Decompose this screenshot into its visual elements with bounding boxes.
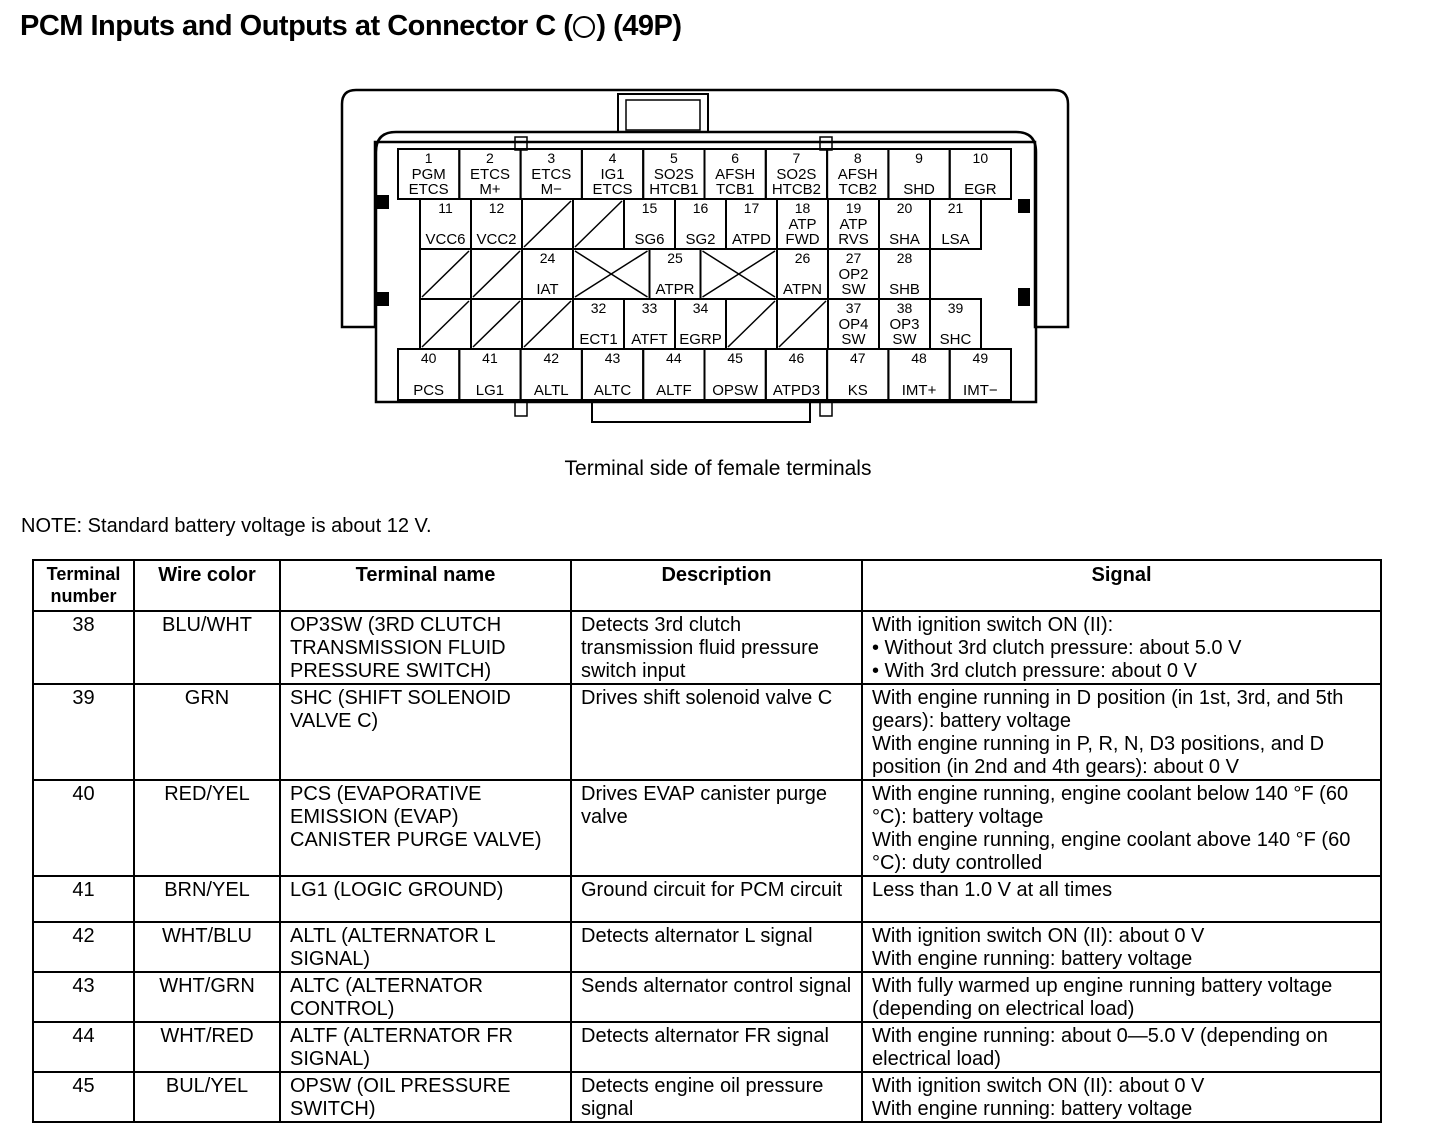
- terminal-label: ETCS: [469, 166, 510, 183]
- terminal-label: ETCS: [408, 181, 449, 198]
- terminal-number: 17: [743, 200, 760, 216]
- locator-pin: [1018, 199, 1030, 213]
- terminal-number: 28: [896, 250, 913, 266]
- terminal-name-cell: ALTF (ALTERNATOR FR SIGNAL): [280, 1022, 571, 1072]
- wire-color-cell: WHT/RED: [134, 1022, 280, 1072]
- terminal-name-cell: PCS (EVAPORATIVE EMISSION (EVAP) CANISTER PURGE VALVE): [280, 780, 571, 876]
- table-row: [33, 972, 1381, 1022]
- terminal-number: 12: [488, 200, 505, 216]
- terminal-number: 33: [641, 300, 658, 316]
- terminal-label: ETCS: [531, 166, 572, 183]
- wire-color-cell: GRN: [134, 684, 280, 780]
- locator-pin: [1018, 288, 1030, 306]
- description-cell: Detects engine oil pressure signal: [571, 1072, 862, 1122]
- terminal-number: 42: [543, 350, 560, 366]
- terminal-number: 11: [438, 200, 453, 216]
- description-cell: Detects alternator FR signal: [571, 1022, 862, 1072]
- terminal-number: 6: [731, 150, 740, 166]
- signal-cell: [862, 972, 1381, 1022]
- signal-line: With engine running, engine coolant above 140 °F (60 °C): duty controlled: [872, 829, 1351, 874]
- signal-line: With engine running, engine coolant below 140 °F (60 °C): battery voltage: [872, 783, 1349, 828]
- cavity-slash: [473, 301, 520, 347]
- header-terminal-name: Terminal name: [280, 560, 571, 611]
- cavity-slash: [728, 301, 775, 347]
- terminal-label: TCB2: [838, 181, 877, 198]
- terminal-label: SW: [841, 281, 866, 298]
- signal-line: With ignition switch ON (II): about 0 V: [872, 1075, 1205, 1097]
- wire-color-cell: BLU/WHT: [134, 611, 280, 684]
- header-wire-color: Wire color: [134, 560, 280, 611]
- terminal-label: EGR: [964, 181, 997, 198]
- female-terminal-circle-icon: [573, 16, 595, 38]
- terminal-label: IG1: [600, 166, 625, 183]
- signal-line: With engine running: battery voltage: [872, 1098, 1193, 1120]
- terminal-label: OPSW: [712, 382, 759, 399]
- header-terminal-number: Terminal number: [33, 560, 134, 611]
- terminal-number-cell: 44: [33, 1022, 134, 1072]
- terminal-name-cell: ALTC (ALTERNATOR CONTROL): [280, 972, 571, 1022]
- terminal-number: 4: [608, 150, 617, 166]
- cavity-slash: [524, 201, 571, 247]
- terminal-label: TCB1: [715, 181, 755, 198]
- wire-color-cell: BRN/YEL: [134, 876, 280, 922]
- terminal-number: 2: [486, 150, 494, 166]
- table-row: [33, 611, 1381, 684]
- description-cell: Detects 3rd clutch transmission fluid pressure switch input: [571, 611, 862, 684]
- terminal-number: 45: [727, 350, 743, 366]
- terminal-label: LSA: [941, 231, 970, 248]
- terminal-number-cell: 41: [33, 876, 134, 922]
- description-cell: Ground circuit for PCM circuit: [571, 876, 862, 922]
- signal-line: With fully warmed up engine running battery voltage (depending on electrical load): [872, 975, 1333, 1020]
- terminal-label: VCC2: [476, 231, 517, 248]
- terminal-number: 40: [420, 350, 437, 366]
- connector-diagram: [330, 82, 1080, 428]
- terminal-number: 41: [482, 350, 498, 366]
- terminal-number: 5: [669, 150, 678, 166]
- terminal-label: ATFT: [631, 331, 668, 348]
- table-row: [33, 1072, 1381, 1122]
- wire-color-cell: RED/YEL: [134, 780, 280, 876]
- terminal-label: ATPR: [655, 281, 695, 298]
- header-signal: Signal: [862, 560, 1381, 611]
- terminal-label: VCC6: [425, 231, 466, 248]
- cavity-slash: [422, 251, 469, 297]
- terminal-label: PCS: [413, 382, 445, 399]
- terminal-label: IMT−: [963, 382, 998, 399]
- terminal-label: SW: [841, 331, 866, 348]
- signal-cell: [862, 1072, 1381, 1122]
- terminal-number: 21: [947, 200, 964, 216]
- terminal-name-cell: ALTL (ALTERNATOR L SIGNAL): [280, 922, 571, 972]
- wire-color-cell: WHT/GRN: [134, 972, 280, 1022]
- terminal-label: ATP: [839, 216, 868, 233]
- terminal-number: 20: [896, 200, 913, 216]
- signal-cell: [862, 611, 1381, 684]
- terminal-number: 49: [972, 350, 989, 366]
- signal-cell: [862, 922, 1381, 972]
- terminal-number-cell: 43: [33, 972, 134, 1022]
- terminal-number: 7: [792, 150, 801, 166]
- wire-color-cell: BUL/YEL: [134, 1072, 280, 1122]
- terminal-number: 9: [915, 150, 923, 166]
- terminal-label: SHC: [939, 331, 972, 348]
- terminal-number: 19: [845, 200, 862, 216]
- title-text-end: ) (49P): [596, 10, 682, 42]
- terminal-label: IAT: [536, 281, 559, 298]
- terminal-label: SHB: [889, 281, 920, 298]
- signal-line: Less than 1.0 V at all times: [872, 879, 1113, 901]
- terminal-label: AFSH: [715, 166, 756, 183]
- terminal-table: [32, 559, 1382, 1123]
- terminal-number: 3: [547, 150, 556, 166]
- terminal-number: 32: [590, 300, 607, 316]
- signal-line: • With 3rd clutch pressure: about 0 V: [872, 660, 1197, 682]
- table-row: [33, 1022, 1381, 1072]
- signal-line: With ignition switch ON (II): about 0 V: [872, 925, 1205, 947]
- terminal-label: ETCS: [592, 181, 633, 198]
- cavity-slash: [575, 201, 622, 247]
- signal-cell: [862, 1022, 1381, 1072]
- terminal-label: ECT1: [579, 331, 618, 348]
- terminal-label: ALTC: [593, 382, 632, 399]
- terminal-number: 48: [911, 350, 927, 366]
- table-row: [33, 922, 1381, 972]
- terminal-number: 8: [853, 150, 862, 166]
- signal-line: With engine running: battery voltage: [872, 948, 1193, 970]
- terminal-label: ATPN: [783, 281, 822, 298]
- terminal-label: M−: [540, 181, 562, 198]
- cavity-slash: [422, 301, 469, 347]
- terminal-number: 26: [794, 250, 811, 266]
- signal-line: With engine running in P, R, N, D3 positions, and D position (in 2nd and 4th gears): about 0 V: [872, 733, 1325, 778]
- terminal-label: ATPD: [732, 231, 771, 248]
- signal-line: With engine running in D position (in 1st, 3rd, and 5th gears): battery voltage: [872, 687, 1344, 732]
- terminal-label: SW: [892, 331, 917, 348]
- terminal-number-cell: 39: [33, 684, 134, 780]
- terminal-number-cell: 42: [33, 922, 134, 972]
- terminal-label: SO2S: [653, 166, 694, 183]
- page-title: [20, 10, 682, 43]
- terminal-label: FWD: [785, 231, 820, 248]
- description-cell: Drives EVAP canister purge valve: [571, 780, 862, 876]
- terminal-label: KS: [847, 382, 868, 399]
- description-cell: Drives shift solenoid valve C: [571, 684, 862, 780]
- description-cell: Detects alternator L signal: [571, 922, 862, 972]
- terminal-number: 47: [849, 350, 866, 366]
- terminal-label: SG6: [634, 231, 665, 248]
- terminal-label: EGRP: [679, 331, 722, 348]
- signal-cell: [862, 876, 1381, 922]
- terminal-name-cell: SHC (SHIFT SOLENOID VALVE C): [280, 684, 571, 780]
- terminal-label: OP4: [838, 316, 869, 333]
- terminal-number-cell: 38: [33, 611, 134, 684]
- locator-pin: [377, 292, 389, 306]
- terminal-label: PGM: [411, 166, 446, 183]
- terminal-number: 44: [666, 350, 682, 366]
- terminal-name-cell: LG1 (LOGIC GROUND): [280, 876, 571, 922]
- terminal-name-cell: OP3SW (3RD CLUTCH TRANSMISSION FLUID PRESSURE SWITCH): [280, 611, 571, 684]
- terminal-number: 18: [794, 200, 811, 216]
- table-row: [33, 876, 1381, 922]
- terminal-label: SG2: [685, 231, 716, 248]
- terminal-label: SHA: [889, 231, 920, 248]
- terminal-number: 37: [845, 300, 862, 316]
- voltage-note: NOTE: Standard battery voltage is about 12 V.: [21, 515, 432, 537]
- terminal-label: ATP: [788, 216, 817, 233]
- signal-line: With ignition switch ON (II):: [872, 614, 1114, 636]
- terminal-number: 39: [947, 300, 964, 316]
- description-cell: Sends alternator control signal: [571, 972, 862, 1022]
- table-row: [33, 684, 1381, 780]
- terminal-number: 34: [692, 300, 709, 316]
- terminal-grid: [398, 149, 1011, 400]
- signal-line: • Without 3rd clutch pressure: about 5.0 V: [872, 637, 1242, 659]
- wire-color-cell: WHT/BLU: [134, 922, 280, 972]
- signal-cell: [862, 684, 1381, 780]
- terminal-label: OP2: [838, 266, 869, 283]
- terminal-number: 46: [788, 350, 805, 366]
- terminal-label: ALTF: [656, 382, 692, 399]
- terminal-name-cell: OPSW (OIL PRESSURE SWITCH): [280, 1072, 571, 1122]
- terminal-number: 43: [604, 350, 621, 366]
- terminal-label: RVS: [838, 231, 869, 248]
- terminal-number: 38: [896, 300, 913, 316]
- signal-cell: [862, 780, 1381, 876]
- terminal-label: M+: [479, 181, 501, 198]
- terminal-number: 16: [692, 200, 709, 216]
- terminal-number: 10: [972, 150, 989, 166]
- locator-pin: [377, 195, 389, 209]
- cavity-slash: [779, 301, 826, 347]
- terminal-label: OP3: [889, 316, 920, 333]
- terminal-label: HTCB2: [771, 181, 822, 198]
- terminal-label: IMT+: [901, 382, 937, 399]
- terminal-label: ATPD3: [772, 382, 821, 399]
- terminal-label: SHD: [903, 181, 935, 198]
- title-text-start: PCM Inputs and Outputs at Connector C (: [20, 10, 573, 42]
- terminal-label: AFSH: [837, 166, 878, 183]
- cavity-slash: [524, 301, 571, 347]
- terminal-number: 15: [641, 200, 658, 216]
- terminal-number: 27: [845, 250, 862, 266]
- table-row: [33, 780, 1381, 876]
- terminal-number: 24: [539, 250, 556, 266]
- terminal-label: SO2S: [776, 166, 817, 183]
- terminal-number: 1: [424, 150, 433, 166]
- terminal-number: 25: [667, 250, 683, 266]
- cavity-slash: [473, 251, 520, 297]
- terminal-label: ALTL: [533, 382, 569, 399]
- terminal-number-cell: 45: [33, 1072, 134, 1122]
- diagram-caption: Terminal side of female terminals: [564, 457, 872, 480]
- header-description: Description: [571, 560, 862, 611]
- table-header-row: [33, 560, 1381, 611]
- terminal-label: LG1: [475, 382, 505, 399]
- terminal-number-cell: 40: [33, 780, 134, 876]
- terminal-label: HTCB1: [649, 181, 699, 198]
- signal-line: With engine running: about 0—5.0 V (depending on electrical load): [872, 1025, 1328, 1070]
